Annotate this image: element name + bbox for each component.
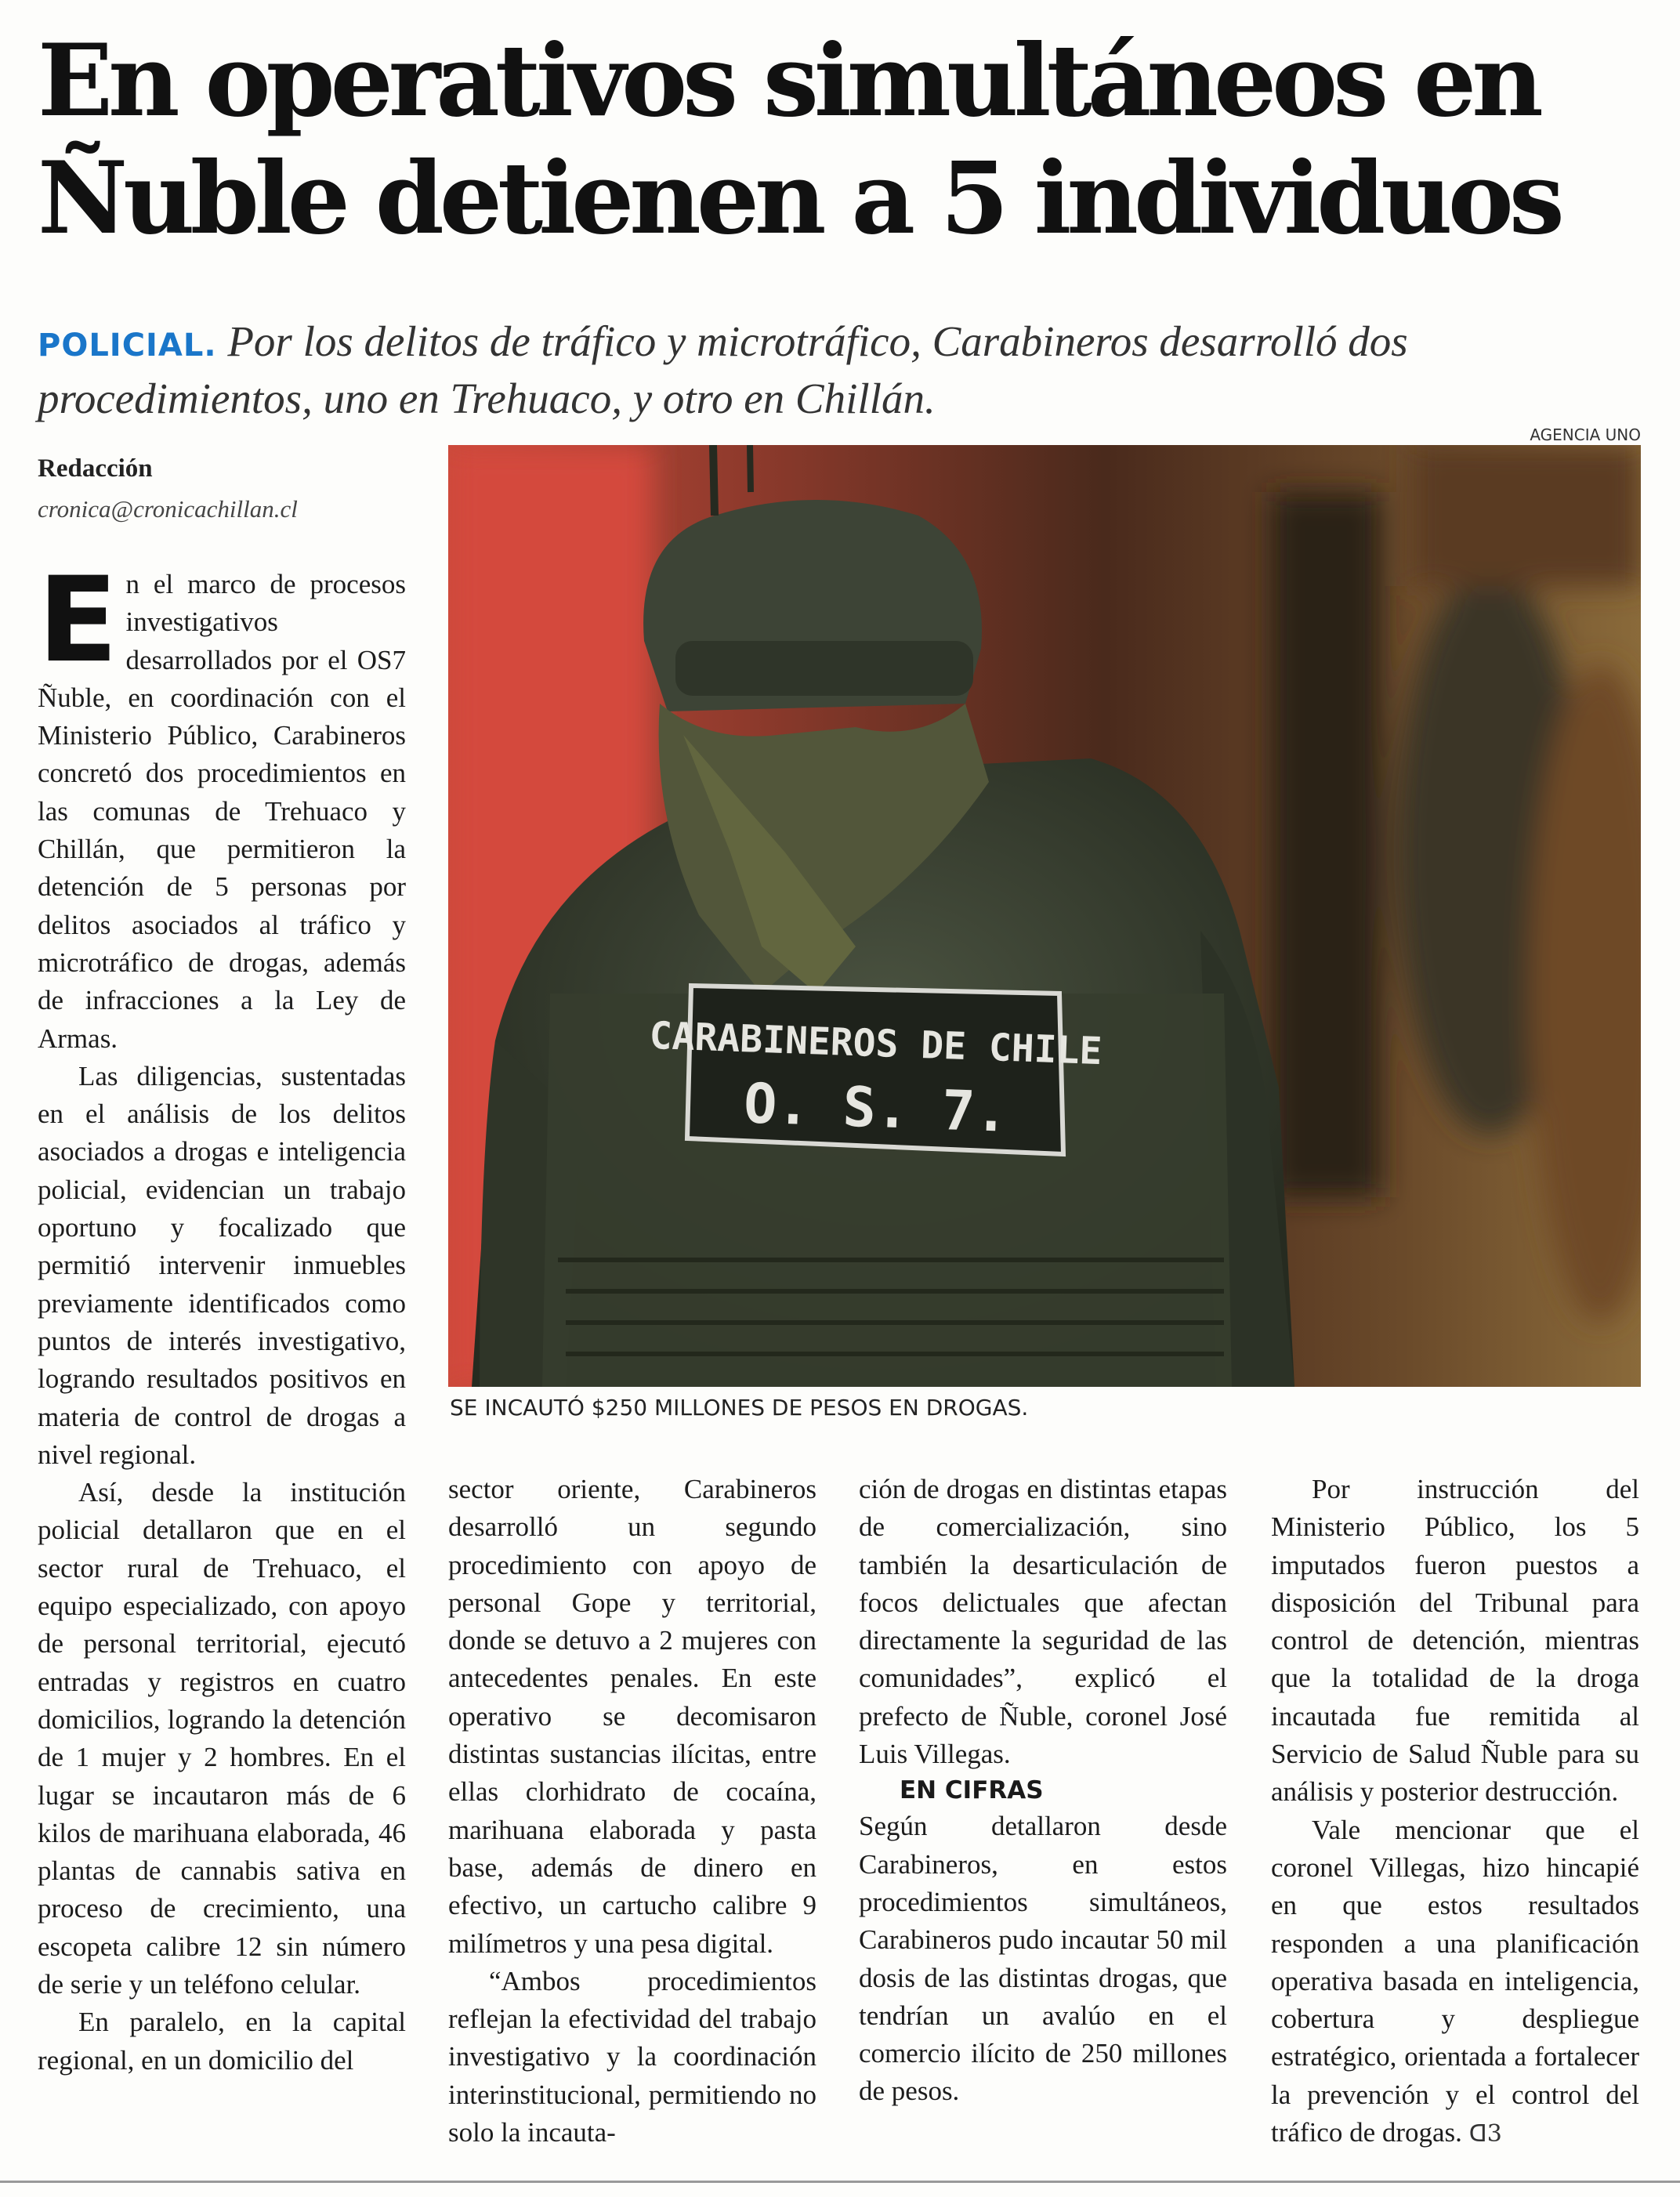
deck-text: Por los delitos de tráfico y microtráfico, Carabineros desarrolló dos procedimientos, uno en Trehuaco, y otro en Chillán. bbox=[38, 317, 1408, 422]
paragraph-2: Las diligencias, sustentadas en el análisis de los delitos asociados a drogas e inteligencia policial, evidencian un trabajo oportuno y focalizado que permitió intervenir inmuebles previamente identificados como puntos de interés investigativo, logrando resultados positivos en materia de control de drogas a nivel regional. bbox=[38, 1060, 406, 1470]
patch-line-1: CARABINEROS DE CHILE bbox=[648, 1013, 1103, 1074]
photo-illustration bbox=[448, 445, 1641, 1387]
photo-credit: AGENCIA UNO bbox=[1530, 425, 1641, 444]
deck bbox=[38, 315, 1613, 425]
paragraph-8 bbox=[1271, 1812, 1639, 2154]
end-mark-icon: ᗡ3 bbox=[1468, 2120, 1502, 2148]
subhead-en-cifras: EN CIFRAS bbox=[900, 1776, 1044, 1805]
section-kicker: POLICIAL. bbox=[38, 328, 217, 364]
column-3 bbox=[859, 1471, 1227, 2111]
paragraph-5b: ción de drogas en distintas etapas de comercialización, sino también la desarticulación de focos delictuales que afectan directamente la seguridad de las comunidades”, explicó el prefecto de Ñuble, coronel José Luis Villegas. bbox=[859, 1474, 1227, 1770]
bottom-rule bbox=[0, 2181, 1680, 2183]
paragraph-1-text: n el marco de procesos investigativos desarrollados por el OS7 Ñuble, en coordinación con el Ministerio Público, Carabineros concretó dos procedimientos en las comunas de Trehuaco y Chillán, que permitieron la detención de 5 personas por delitos asociados al tráfico y microtráfico de drogas, además de infracciones a la Ley de Armas. bbox=[38, 569, 406, 1054]
photo-caption: SE INCAUTÓ $250 MILLONES DE PESOS EN DROGAS. bbox=[450, 1395, 1029, 1421]
paragraph-6: Según detallaron desde Carabineros, en estos procedimientos simultáneos, Carabineros pudo incautar 50 mil dosis de las distintas drogas, que tendrían un avalúo en el comercio ilícito de 250 millones de pesos. bbox=[859, 1811, 1227, 2107]
os7-patch bbox=[649, 986, 1103, 1154]
drop-cap: E bbox=[38, 552, 118, 689]
headline: En operativos simultáneos en Ñuble detienen a 5 individuos bbox=[38, 23, 1560, 256]
column-4 bbox=[1271, 1471, 1639, 2153]
paragraph-5a: “Ambos procedimientos reflejan la efectividad del trabajo investigativo y la coordinación interinstitucional, permitiendo no solo la incauta- bbox=[448, 1965, 816, 2148]
paragraph-7: Por instrucción del Ministerio Público, los 5 imputados fueron puestos a disposición del Tribunal para control de detención, mientras que la totalidad de la droga incautada fue remitida al Servicio de Salud Ñuble para su análisis y posterior destrucción. bbox=[1271, 1474, 1639, 1808]
patch-line-2: O. S. 7. bbox=[742, 1071, 1009, 1145]
paragraph-4b: sector oriente, Carabineros desarrolló un segundo procedimiento con apoyo de personal Gope y territorial, donde se detuvo a 2 mujeres con antecedentes penales. En este operativo se decomisaron distintas sustancias ilícitas, entre ellas clorhidrato de cocaína, marihuana elaborada y pasta base, además de dinero en efectivo, un cartucho calibre 9 milímetros y una pesa digital. bbox=[448, 1474, 816, 1959]
paragraph-3: Así, desde la institución policial detallaron que en el sector rural de Trehuaco, el equipo especializado, con apoyo de personal territorial, ejecutó entradas y registros en cuatro domicilios, logrando la detención de 1 mujer y 2 hombres. En el lugar se incautaron más de 6 kilos de marihuana elaborada, 46 plantas de cannabis sativa en proceso de crecimiento, una escopeta calibre 12 sin número de serie y un teléfono celular. bbox=[38, 1477, 406, 2000]
column-2 bbox=[448, 1471, 816, 2152]
column-1 bbox=[38, 552, 406, 2079]
article-photo bbox=[448, 445, 1641, 1387]
paragraph-1 bbox=[38, 552, 406, 1058]
byline-email[interactable]: cronica@cronicachillan.cl bbox=[38, 495, 298, 523]
paragraph-8-text: Vale mencionar que el coronel Villegas, hizo hincapié en que estos resultados responden a una planificación operativa basada en inteligencia, cobertura y despliegue estratégico, orientada a fortalecer la prevención y el control del tráfico de drogas. bbox=[1271, 1814, 1639, 2148]
paragraph-4a: En paralelo, en la capital regional, en un domicilio del bbox=[38, 2007, 406, 2076]
byline: Redacción bbox=[38, 454, 153, 483]
